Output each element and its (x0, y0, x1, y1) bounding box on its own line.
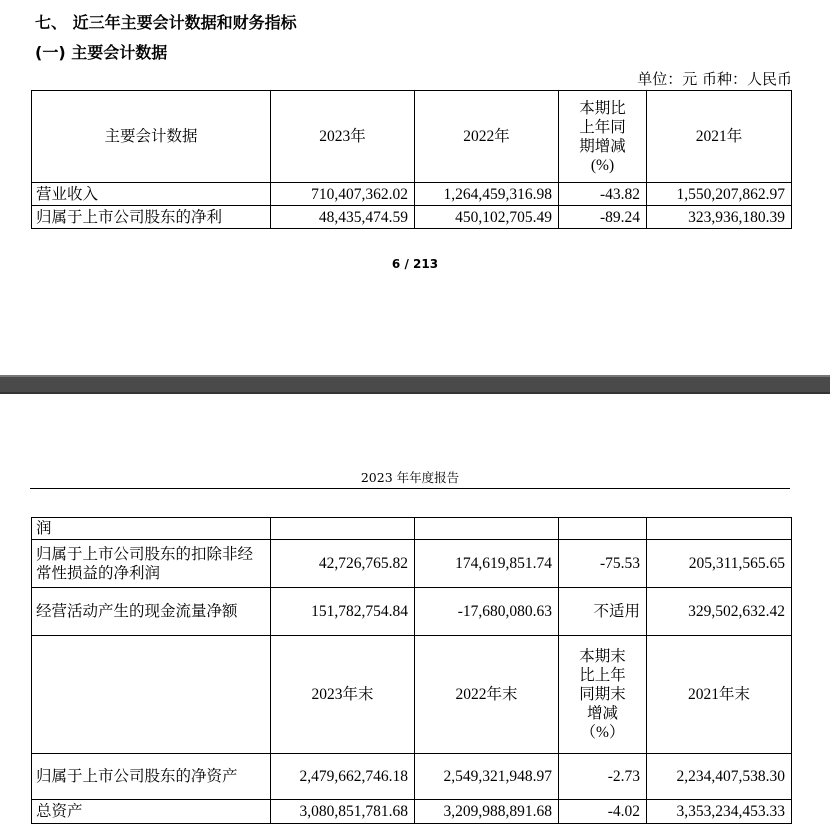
header-cell: 2023年末 (271, 636, 415, 754)
cell-value: 329,502,632.42 (647, 588, 792, 636)
header-cell: 本期比上年同期增减(%) (559, 91, 647, 183)
cell-value: 2,479,662,746.18 (271, 754, 415, 800)
cell-value: 323,936,180.39 (647, 206, 792, 229)
cell-value: 174,619,851.74 (415, 540, 559, 588)
header-cell: 2023年 (271, 91, 415, 183)
header-cell: 2022年末 (415, 636, 559, 754)
table-header-row (32, 636, 792, 754)
cell-value (559, 518, 647, 540)
cell-value: 1,264,459,316.98 (415, 183, 559, 206)
cell-value (271, 518, 415, 540)
cell-value: -43.82 (559, 183, 647, 206)
header-cell: 本期末比上年同期末增减（%） (559, 636, 647, 754)
row-label: 归属于上市公司股东的净资产 (32, 754, 271, 800)
cell-value: 不适用 (559, 588, 647, 636)
accounting-table-1 (31, 90, 792, 229)
cell-value (647, 518, 792, 540)
cell-value: 2,234,407,538.30 (647, 754, 792, 800)
cell-value: -89.24 (559, 206, 647, 229)
header-cell: 2021年 (647, 91, 792, 183)
cell-value: 3,353,234,453.33 (647, 800, 792, 824)
cell-value: -4.02 (559, 800, 647, 824)
cell-value: 3,080,851,781.68 (271, 800, 415, 824)
cell-value: 710,407,362.02 (271, 183, 415, 206)
row-label: 归属于上市公司股东的扣除非经常性损益的净利润 (32, 540, 271, 588)
cell-value: 450,102,705.49 (415, 206, 559, 229)
table-row (32, 183, 792, 206)
cell-value (415, 518, 559, 540)
header-cell: 主要会计数据 (32, 91, 271, 183)
row-label: 经营活动产生的现金流量净额 (32, 588, 271, 636)
header-rule (30, 488, 790, 489)
cell-value: 2,549,321,948.97 (415, 754, 559, 800)
accounting-table-2 (31, 517, 792, 824)
section-title: 七、 近三年主要会计数据和财务指标 (35, 13, 297, 32)
table-row (32, 206, 792, 229)
table-row (32, 754, 792, 800)
cell-value: 205,311,565.65 (647, 540, 792, 588)
cell-value: -75.53 (559, 540, 647, 588)
table-header-row (32, 91, 792, 183)
row-label: 总资产 (32, 800, 271, 824)
subsection-title: (一) 主要会计数据 (35, 43, 168, 62)
row-label: 润 (32, 518, 271, 540)
unit-line: 单位：元 币种：人民币 (637, 70, 792, 88)
table-row (32, 540, 792, 588)
cell-value: -17,680,080.63 (415, 588, 559, 636)
cell-value: 48,435,474.59 (271, 206, 415, 229)
cell-value: 3,209,988,891.68 (415, 800, 559, 824)
row-label: 归属于上市公司股东的净利 (32, 206, 271, 229)
page-number: 6 / 213 (391, 257, 439, 271)
cell-value: 42,726,765.82 (271, 540, 415, 588)
header-cell: 2021年末 (647, 636, 792, 754)
cell-value: 1,550,207,862.97 (647, 183, 792, 206)
report-header: 2023 年年度报告 (360, 470, 460, 485)
header-cell: 2022年 (415, 91, 559, 183)
cell-value: 151,782,754.84 (271, 588, 415, 636)
header-cell (32, 636, 271, 754)
row-label: 营业收入 (32, 183, 271, 206)
page-separator (0, 375, 830, 394)
table-row (32, 588, 792, 636)
table-row (32, 800, 792, 824)
table-row (32, 518, 792, 540)
cell-value: -2.73 (559, 754, 647, 800)
